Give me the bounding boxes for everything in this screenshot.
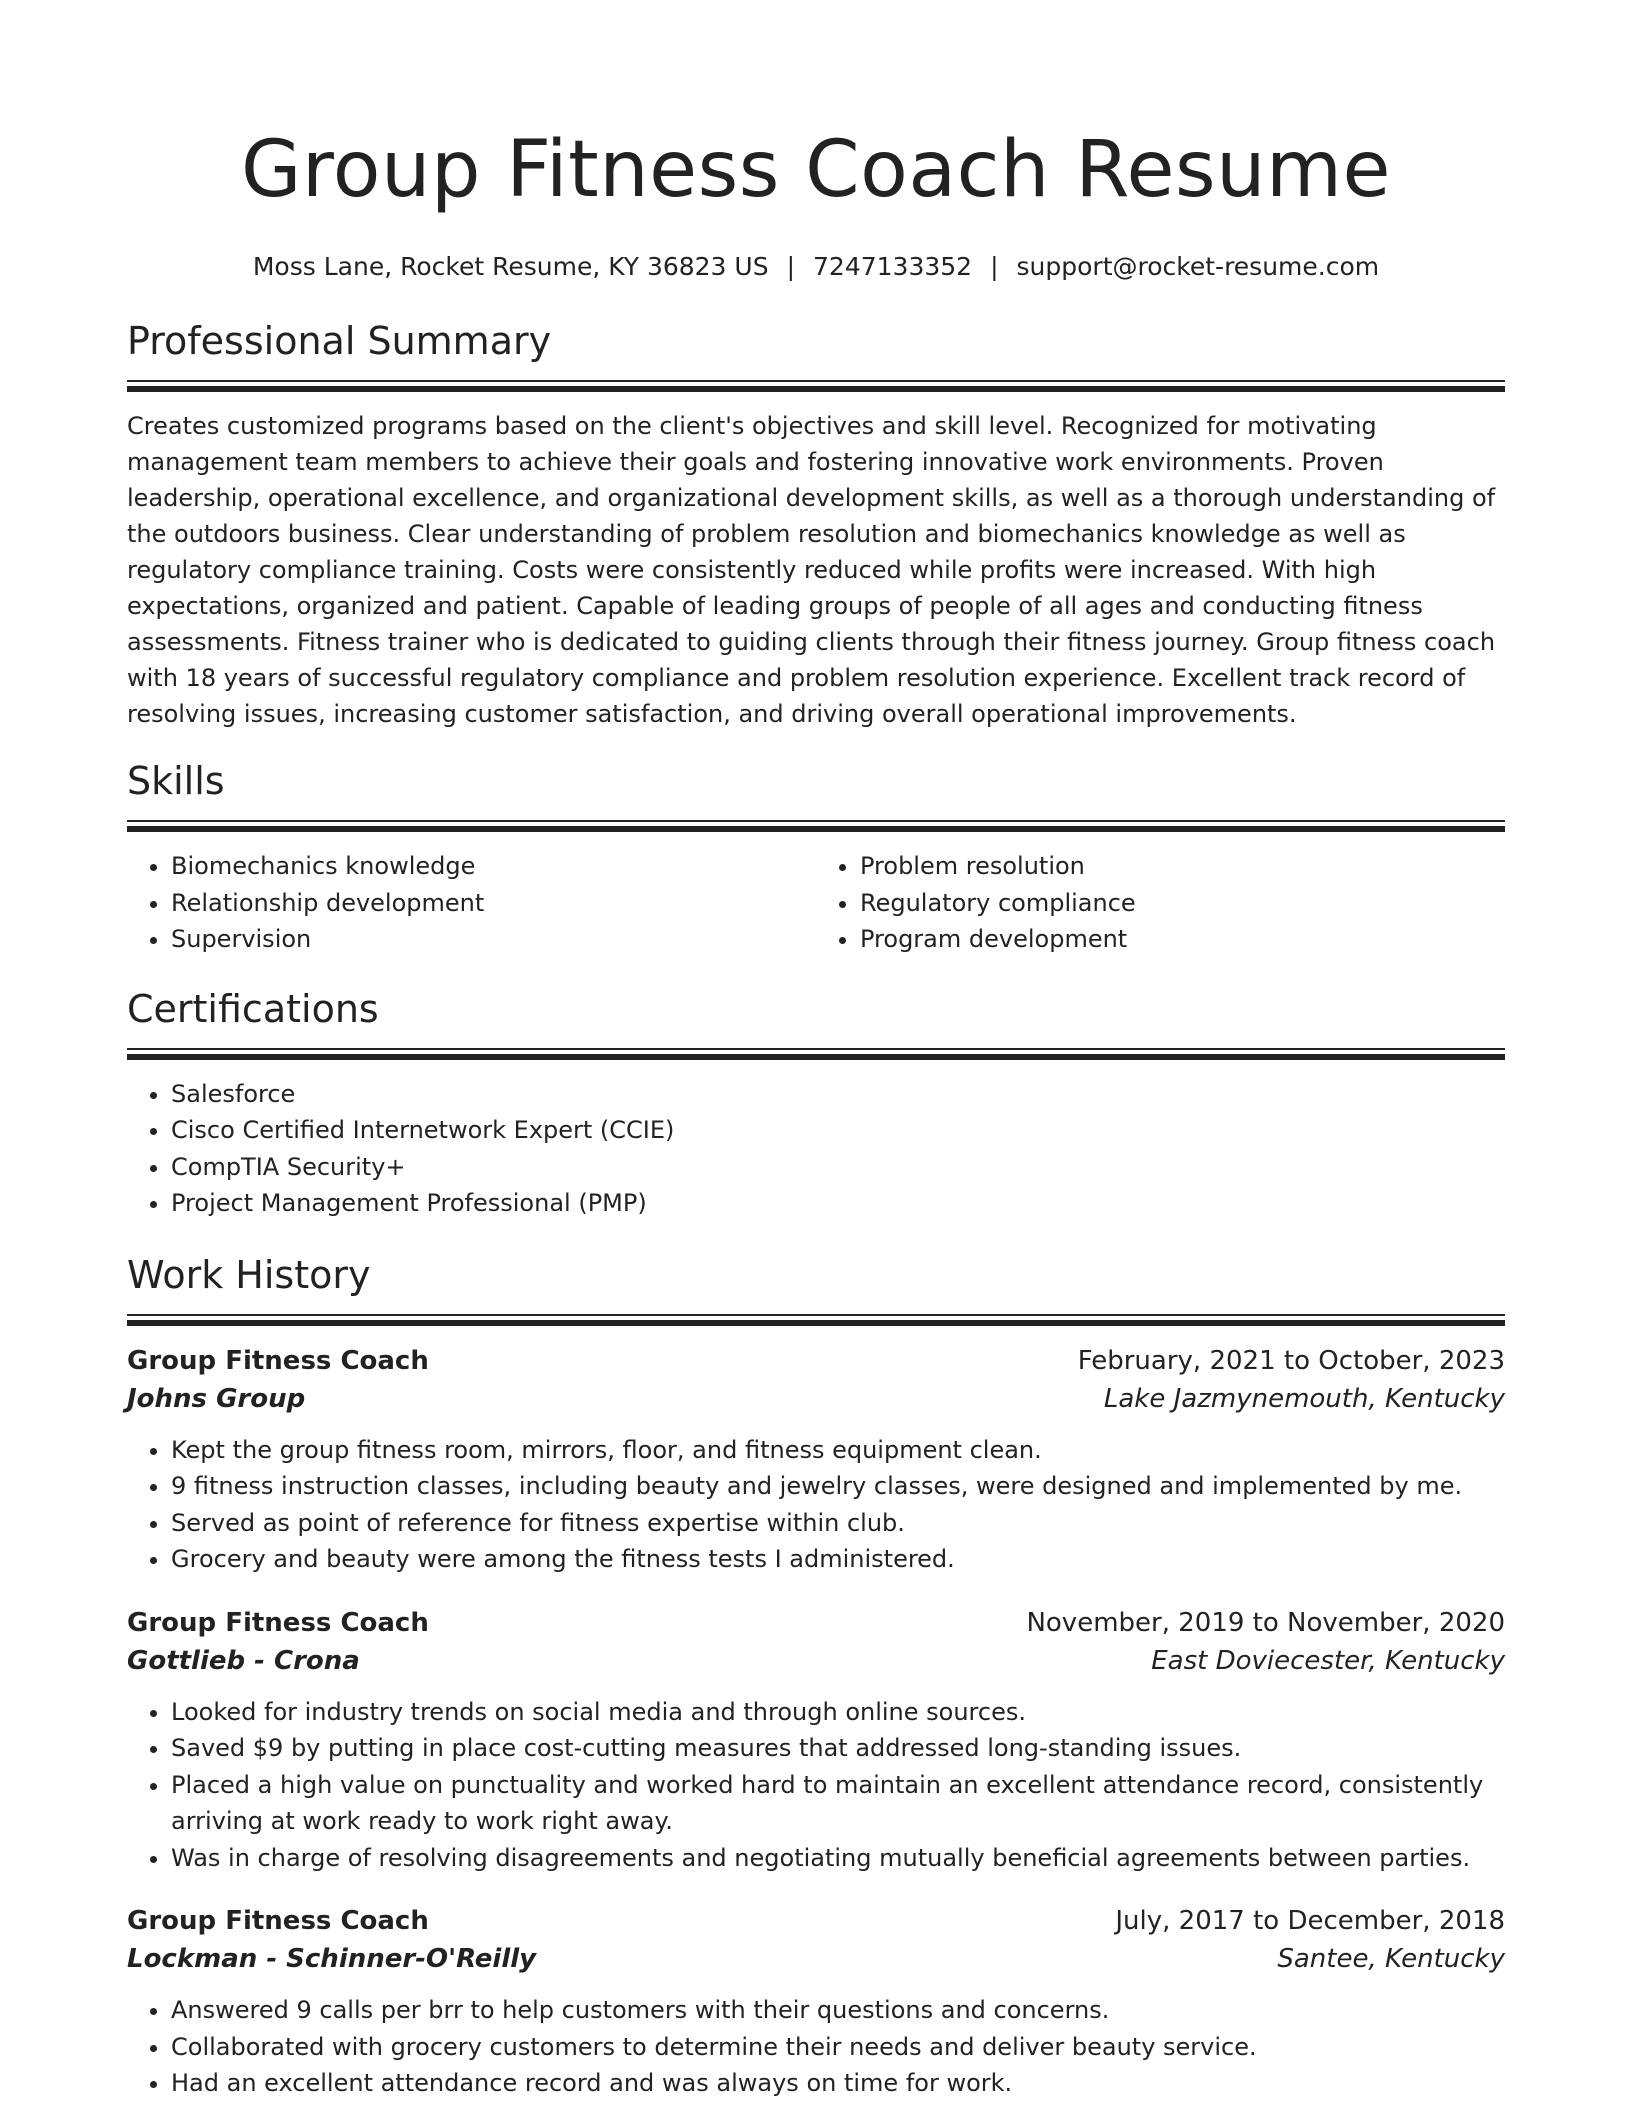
job-bullets [127,1432,1505,1578]
page-title: Group Fitness Coach Resume [240,125,1392,215]
summary-text: Creates customized programs based on the client's objectives and skill level. Recognized for motivating management team members to achieve their goals and fostering innovative work environments. Proven leadership, operational excellence, and organizational development skills, as well as a thorough understanding of the outdoors business. Clear understanding of problem resolution and biomechanics knowledge as well as regulatory compliance training. Costs were consistently reduced while profits were increased. With high expectations, organized and patient. Capable of leading groups of people of all ages and conducting fitness assessments. Fitness trainer who is dedicated to guiding clients through their fitness journey. Group fitness coach with 18 years of successful regulatory compliance and problem resolution experience. Excellent track record of resolving issues, increasing customer satisfaction, and driving overall operational improvements. [127,412,1496,728]
job-bullet: • Grocery and beauty were among the fitness tests I administered. [171,1541,1505,1578]
contact-line [127,250,1505,284]
certification-item: • CompTIA Security+ [171,1149,1505,1186]
section-title-summary: Professional Summary [127,319,552,363]
job-bullet: • Saved $9 by putting in place cost-cutting measures that addressed long-standing issues. [171,1730,1505,1767]
certification-item: • Project Management Professional (PMP) [171,1185,1505,1222]
job-title: Group Fitness Coach [127,1906,429,1936]
job-dates: November, 2019 to November, 2020 [1026,1607,1505,1638]
job-entry [127,1902,1505,2102]
skill-item: • Regulatory compliance [860,885,1505,922]
section-divider [127,380,1505,392]
skills-list-left [127,848,816,958]
section-divider [127,820,1505,832]
job-dates: February, 2021 to October, 2023 [1077,1345,1505,1376]
job-bullet: • Looked for industry trends on social media and through online sources. [171,1694,1505,1731]
job-bullet: • Answered 9 calls per brr to help customers with their questions and concerns. [171,1992,1505,2029]
contact-separator: | [786,252,796,281]
contact-email: support@rocket-resume.com [1016,252,1380,281]
work-history-section [127,1250,1505,2102]
skill-item: • Problem resolution [860,848,1505,885]
job-location: Lake Jazmynemouth, Kentucky [1103,1383,1505,1414]
job-company: Gottlieb - Crona [127,1645,360,1676]
job-bullets [127,1694,1505,1877]
job-bullet: • Served as point of reference for fitness expertise within club. [171,1505,1505,1542]
skill-item: • Program development [860,921,1505,958]
job-location: Santee, Kentucky [1277,1944,1505,1974]
job-company: Lockman - Schinner-O'Reilly [127,1944,537,1974]
job-bullet: • Placed a high value on punctuality and worked hard to maintain an excellent attendance record, consistently arriving at work ready to work right away. [171,1767,1505,1840]
job-title: Group Fitness Coach [127,1345,429,1376]
job-bullet: • Collaborated with grocery customers to determine their needs and deliver beauty service. [171,2029,1505,2066]
job-entry [127,1604,1505,1877]
skills-grid [127,848,1505,958]
job-bullet: • Had an excellent attendance record and was always on time for work. [171,2065,1505,2102]
job-bullets [127,1992,1505,2102]
contact-separator: | [990,252,999,281]
job-bullet: • Was in charge of resolving disagreements and negotiating mutually beneficial agreements between parties. [171,1840,1505,1877]
job-bullet: • 9 fitness instruction classes, including beauty and jewelry classes, were designed and implemented by me. [171,1468,1505,1505]
contact-phone: 7247133352 [813,252,973,281]
skill-item: • Supervision [171,921,816,958]
job-dates: July, 2017 to December, 2018 [1115,1906,1505,1936]
job-bullet: • Kept the group fitness room, mirrors, floor, and fitness equipment clean. [171,1432,1505,1469]
skills-list-right [816,848,1505,958]
skills-section [127,756,1505,958]
job-entry [127,1342,1505,1578]
job-company: Johns Group [127,1383,306,1414]
certifications-section [127,984,1505,1222]
section-divider [127,1048,1505,1060]
contact-address: Moss Lane, Rocket Resume, KY 36823 US [252,252,769,281]
skill-item: • Biomechanics knowledge [171,848,816,885]
certification-item: • Salesforce [171,1076,1505,1113]
job-location: East Doviecester, Kentucky [1151,1645,1505,1676]
certifications-list [127,1076,1505,1222]
job-title: Group Fitness Coach [127,1607,429,1638]
section-title-skills: Skills [127,759,225,803]
summary-section [127,316,1505,732]
section-divider [127,1314,1505,1326]
section-title-certifications: Certifications [127,986,379,1031]
section-title-work-history: Work History [127,1252,371,1297]
skill-item: • Relationship development [171,885,816,922]
certification-item: • Cisco Certified Internetwork Expert (CCIE) [171,1112,1505,1149]
